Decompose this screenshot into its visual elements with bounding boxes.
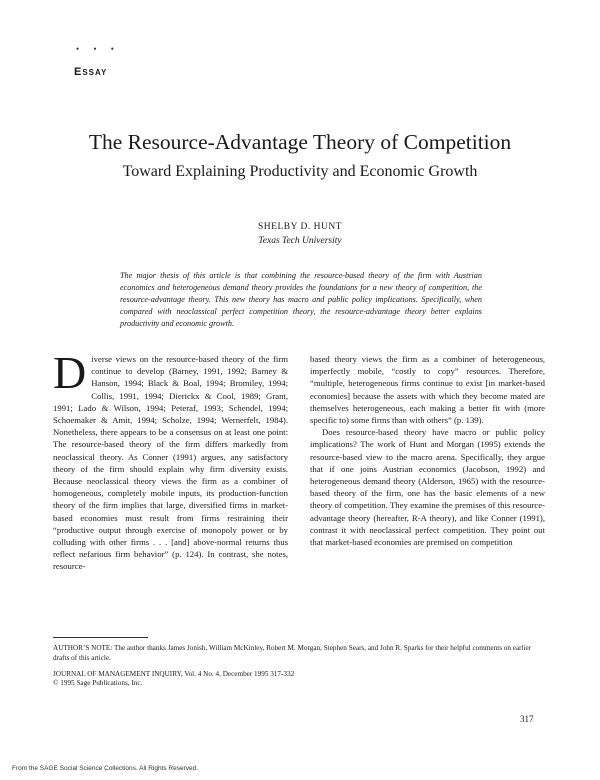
page-number: 317 — [520, 714, 534, 724]
footnote-rule — [53, 637, 148, 638]
body-paragraph: based theory views the firm as a combiner of heterogeneous, imperfectly mobile, “costly to copy” resources. Therefore, “multiple, heterogeneous firms continue to exist [in market-based economies] because the assets with which they become mated are themselves heterogeneous, each making a better fit with (more specific to) some firms than with others” (p. 139). — [310, 354, 545, 426]
body-paragraph — [53, 347, 288, 573]
abstract: The major thesis of this article is that combining the resource-based theory of the firm with Austrian economics and heterogeneous demand theory provides the foundations for a new theory of competition, the resource-advantage theory. This new theory has macro and public policy implications. Specifically, when compared with neoclassical perfect competition theory, the resource-advantage theory better explains productivity and economic growth. — [120, 271, 482, 329]
body-column-right — [310, 353, 545, 548]
drop-cap: D — [53, 347, 87, 398]
body-column-left — [53, 347, 288, 573]
author-name: SHELBY D. HUNT — [258, 222, 342, 232]
article-subtitle: Toward Explaining Productivity and Economic Growth — [122, 163, 478, 180]
ornament-dots: • • • — [76, 44, 120, 54]
journal-info — [53, 670, 543, 688]
author-affiliation: Texas Tech University — [258, 236, 342, 246]
body-paragraph: Does resource-based theory have macro or public policy implications? The work of Hunt and Morgan (1995) extends the resource-based view to the macro arena. Specifically, they argue that if one joins Austrian economics (Jacobson, 1992) and heterogeneous demand theory (Alderson, 1965) with the resource-based theory of the firm, one has the basic elements of a new theory of competition. They examine the premises of this resource-advantage theory (hereafter, R-A theory), and like Conner (1991), contrast it with neoclassical perfect competition. They point out that market-based economies are premised on competition — [310, 427, 545, 548]
authors-note: AUTHOR’S NOTE: The author thanks James Jonish, William McKinley, Robert M. Morgan, Stephen Sears, and John R. Sparks for their helpful comments on earlier drafts of this article. — [53, 644, 532, 662]
journal-citation: JOURNAL OF MANAGEMENT INQUIRY, Vol. 4 No. 4, December 1995 317-332 — [53, 670, 295, 678]
section-label: Essay — [74, 66, 108, 78]
copyright-line: © 1995 Sage Publications, Inc. — [53, 679, 143, 687]
left-column-text: iverse views on the resource-based theory of the firm continue to develop (Barney, 1991, 1992; Barney & Hanson, 1994; Black & Boal, 1994; Bromiley, 1994; Collis, 1991, 1994; Dierickx & Cool, 1989; Grant, 1991; Lado & Wilson, 1994; Peteraf, 1993; Schendel, 1994; Schoemaker & Amit, 1994; Scholze, 1994; Wernerfelt, 1984). Nonetheless, there appears to be a consensus on at least one point: The resource-based theory of the firm differs markedly from neoclassical theory. As Conner (1991) argues, any satisfactory theory of the firm should explain why firm diversity exists. Because neoclassical theory views the firm as a combiner of homogeneous, completely mobile inputs, its production-function theory of the firm implies that large, diversified firms in market-based economies must result from firms restraining their “productive output through exercise of monopoly power or by colluding with other firms . . . [and] above-normal returns thus reflect nefarious firm behavior” (p. 124). In contrast, she notes, resource- — [53, 354, 288, 572]
collection-footer: From the SAGE Social Science Collections. All Rights Reserved. — [12, 765, 199, 772]
article-title: The Resource-Advantage Theory of Competition — [88, 130, 512, 154]
